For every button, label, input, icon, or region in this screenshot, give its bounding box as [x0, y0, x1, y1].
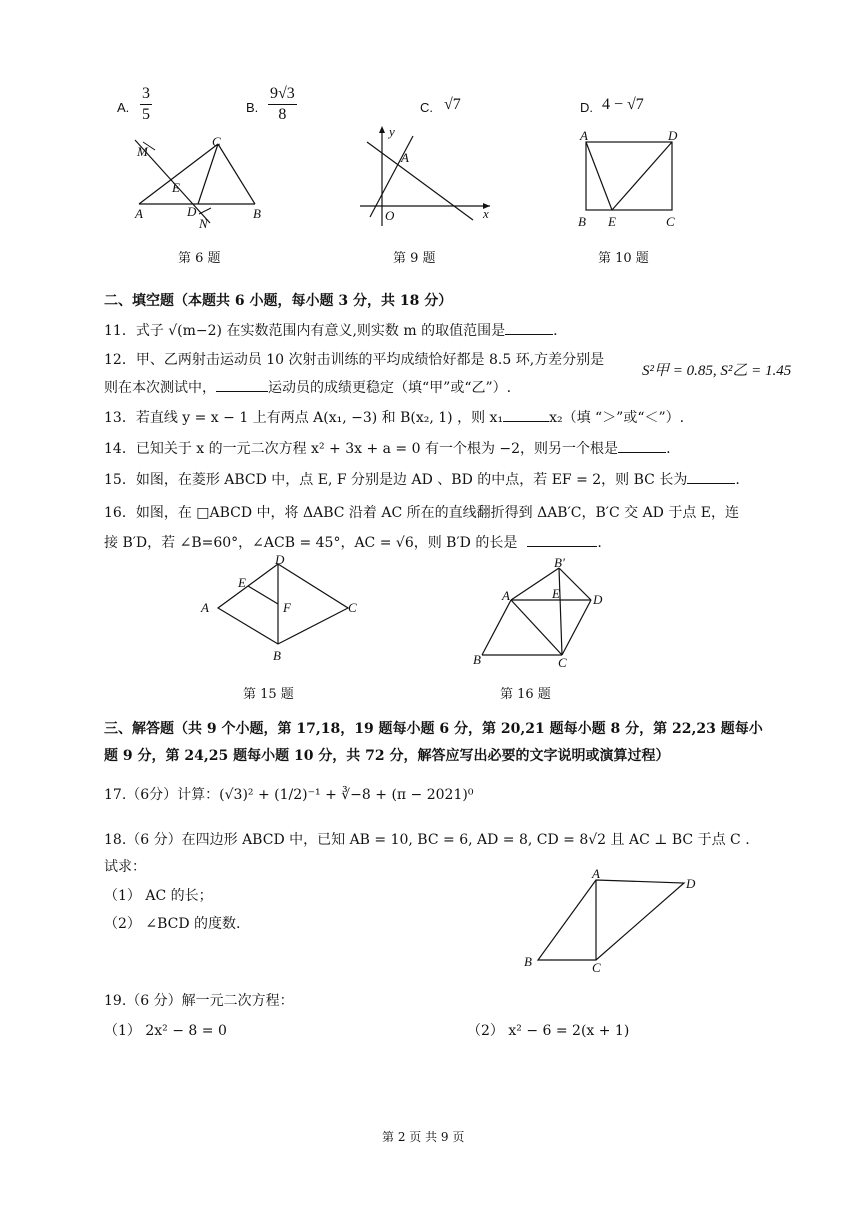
question-18-part-2: （2） ∠BCD 的度数. — [104, 916, 241, 932]
fig10-label-d: D — [668, 128, 678, 143]
fig10-label-b: B — [578, 214, 586, 229]
figure-16-caption: 第 16 题 — [500, 687, 551, 702]
page-footer: 第 2 页 共 9 页 — [382, 1130, 465, 1144]
fig6-label-c: C — [212, 134, 221, 149]
question-13-blank — [503, 421, 549, 422]
section-3-title-line-2: 题 9 分，第 24,25 题每小题 10 分，共 72 分，解答应写出必要的文字说明或演算过程） — [104, 748, 670, 764]
fig15-label-e: E — [238, 575, 246, 590]
option-d-value: 4 − √7 — [602, 96, 644, 113]
fig9-label-x: x — [483, 206, 489, 221]
question-14-end: . — [666, 441, 671, 457]
figure-9 — [355, 122, 500, 230]
figure-10 — [572, 124, 692, 234]
question-15-blank — [687, 483, 735, 484]
fig15-label-f: F — [283, 600, 291, 615]
option-d-label: D. — [580, 100, 593, 115]
question-11-end: . — [553, 323, 558, 339]
question-16-text: 接 B′D，若 ∠B=60°，∠ACB = 45°，AC = √6，则 B′D 的长是 — [104, 535, 518, 551]
question-12-variance-formula: S²甲 = 0.85, S²乙 = 1.45 — [642, 363, 792, 379]
option-b-label: B. — [246, 100, 259, 115]
fig15-label-d: D — [275, 552, 285, 567]
question-11-text: 11．式子 √(m−2) 在实数范围内有意义,则实数 m 的取值范围是 — [104, 323, 506, 339]
fig16-label-b-prime: B' — [554, 556, 565, 570]
fig6-label-m: M — [137, 144, 148, 159]
option-a-denominator: 5 — [142, 106, 150, 123]
question-19-part-2: （2） x² − 6 = 2(x + 1) — [467, 1023, 630, 1039]
question-12-line-1: 12．甲、乙两射击运动员 10 次射击训练的平均成绩恰好都是 8.5 环,方差分别是 — [104, 352, 605, 368]
fig10-label-e: E — [608, 214, 616, 229]
fig16-label-d: D — [593, 592, 603, 607]
option-a-label: A. — [117, 100, 130, 115]
fig18-label-c: C — [592, 960, 601, 975]
question-16-blank — [527, 546, 597, 547]
question-13-end: x₂（填 “＞”或“＜”）. — [549, 410, 685, 426]
figure-6 — [125, 128, 275, 233]
question-18-line-2: 试求： — [104, 859, 146, 875]
fig15-label-b: B — [273, 648, 281, 663]
fig18-label-d: D — [686, 876, 696, 891]
question-15-end: . — [735, 472, 740, 488]
figure-9-caption: 第 9 题 — [393, 251, 436, 266]
fig18-label-b: B — [524, 954, 532, 969]
question-14-blank — [618, 452, 666, 453]
question-18-part-1: （1） AC 的长； — [104, 888, 213, 904]
fig6-label-n: N — [199, 216, 208, 231]
option-b-denominator: 8 — [278, 106, 287, 123]
section-2-title: 二、填空题（本题共 6 小题，每小题 3 分，共 18 分） — [104, 293, 453, 309]
option-a-numerator: 3 — [140, 84, 152, 105]
question-12-line-2-end: 运动员的成绩更稳定（填“甲”或“乙”）. — [268, 380, 512, 396]
figure-16 — [466, 556, 616, 671]
question-14-text: 14．已知关于 x 的一元二次方程 x² + 3x + a = 0 有一个根为 −2，则另一个根是 — [104, 441, 619, 457]
fig15-label-c: C — [348, 600, 357, 615]
fig16-label-c: C — [558, 655, 567, 670]
option-c-value: √7 — [444, 96, 461, 113]
fig16-label-a: A — [502, 588, 510, 603]
question-16-line-1: 16．如图，在 □ABCD 中，将 ΔABC 沿着 AC 所在的直线翻折得到 ΔAB′C，B′C 交 AD 于点 E，连 — [104, 505, 740, 521]
question-19: 19.（6 分）解一元二次方程： — [104, 993, 294, 1009]
fig16-label-b: B — [473, 652, 481, 667]
option-b-fraction — [268, 84, 297, 125]
question-15-text: 15．如图，在菱形 ABCD 中，点 E, F 分别是边 AD 、BD 的中点，若 EF = 2，则 BC 长为 — [104, 472, 688, 488]
fig6-label-a: A — [135, 206, 143, 221]
option-a-fraction — [140, 84, 152, 125]
question-11-blank — [505, 334, 553, 335]
question-18-line-1: 18.（6 分）在四边形 ABCD 中，已知 AB = 10, BC = 6, AD = 8, CD = 8√2 且 AC ⊥ BC 于点 C . — [104, 832, 750, 848]
fig9-label-y: y — [389, 124, 395, 139]
figure-18 — [518, 866, 713, 978]
fig10-label-c: C — [666, 214, 675, 229]
question-16-end: . — [597, 535, 602, 551]
fig6-label-e: E — [172, 180, 180, 195]
question-15 — [104, 469, 740, 489]
fig15-label-a: A — [201, 600, 209, 615]
fig6-label-d: D — [187, 204, 197, 219]
option-c-label: C. — [420, 100, 433, 115]
fig6-label-b: B — [253, 206, 261, 221]
question-13 — [104, 407, 684, 427]
fig18-label-a: A — [592, 866, 600, 881]
fig10-label-a: A — [580, 128, 588, 143]
question-17: 17.（6分）计算：(√3)² + (1/2)⁻¹ + ∛−8 + (π − 2021)⁰ — [104, 787, 474, 803]
question-19-part-1: （1） 2x² − 8 = 0 — [104, 1023, 227, 1039]
question-12-blank — [216, 391, 268, 392]
fig9-label-o: O — [385, 208, 395, 223]
fig16-label-e: E — [552, 586, 560, 601]
question-12-line-2 — [104, 377, 511, 397]
question-12-line-2-start: 则在本次测试中， — [104, 380, 216, 396]
figure-6-caption: 第 6 题 — [178, 251, 221, 266]
question-11 — [104, 320, 558, 340]
figure-15-caption: 第 15 题 — [243, 687, 294, 702]
fig9-label-a: A — [401, 150, 409, 165]
figure-15 — [196, 552, 366, 667]
question-14 — [104, 438, 671, 458]
question-13-start: 13．若直线 y = x − 1 上有两点 A(x₁, −3) 和 B(x₂, 1) ，则 x₁ — [104, 410, 504, 426]
figure-10-caption: 第 10 题 — [598, 251, 649, 266]
section-3-title-line-1: 三、解答题（共 9 个小题，第 17,18，19 题每小题 6 分，第 20,21 题每小题 8 分，第 22,23 题每小 — [104, 721, 763, 737]
question-16-line-2 — [104, 532, 602, 552]
option-b-numerator: 9√3 — [268, 84, 297, 105]
